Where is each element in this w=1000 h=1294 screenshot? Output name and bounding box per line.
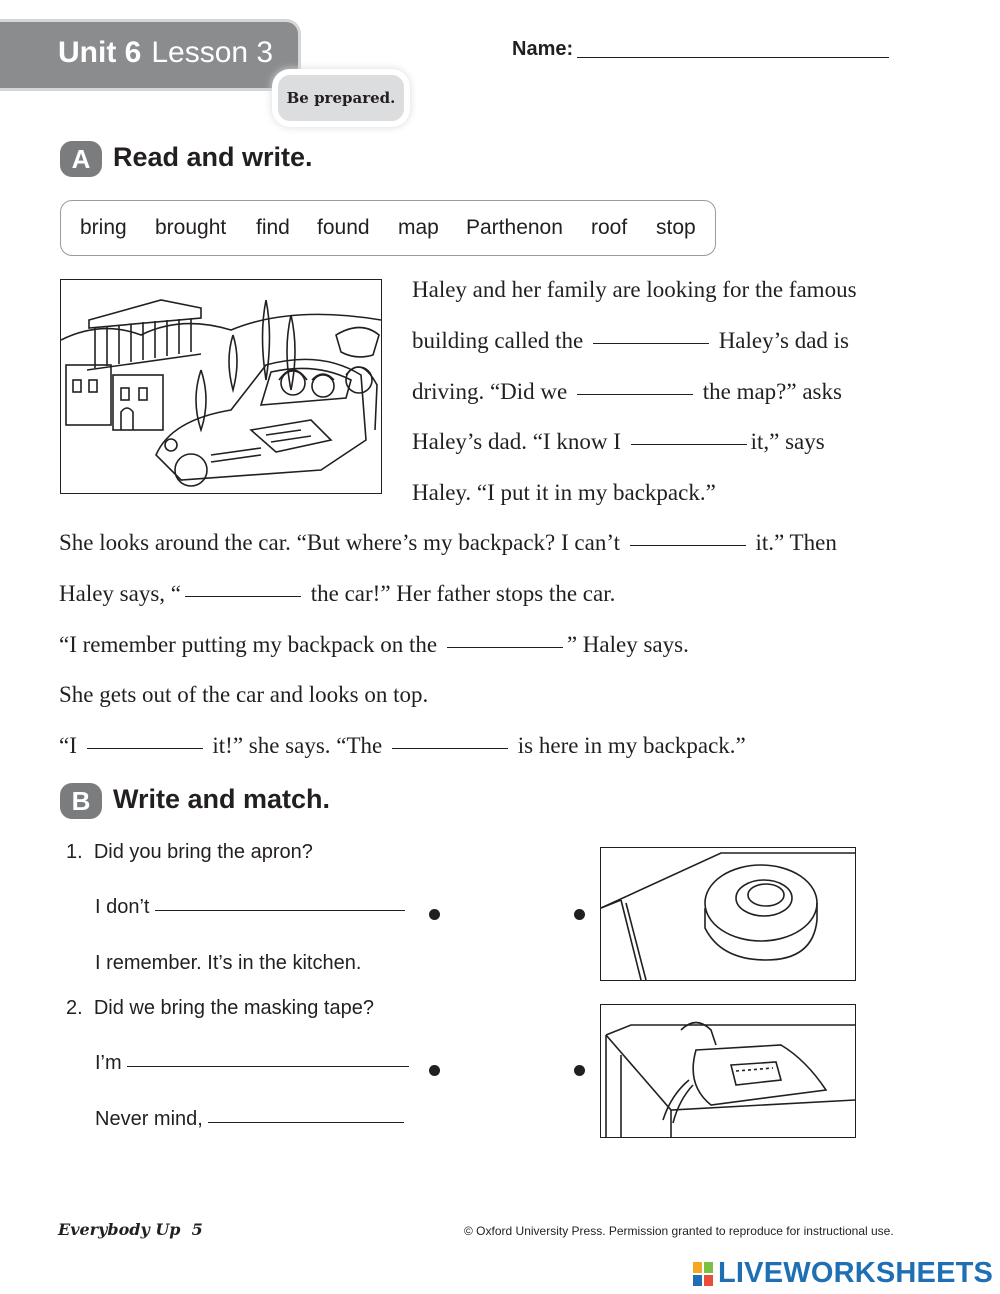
question-2: 2. Did we bring the masking tape?: [66, 997, 374, 1019]
story-line: Haley. “I put it in my backpack.”: [412, 480, 716, 505]
match-dot-left[interactable]: [429, 1065, 440, 1076]
story-line: Haley says, “ the car!” Her father stops the car.: [59, 581, 616, 606]
section-a-title: Read and write.: [113, 142, 313, 172]
liveworksheets-logo[interactable]: [693, 1257, 993, 1290]
answer-blank[interactable]: [631, 444, 747, 445]
match-dot-left[interactable]: [429, 909, 440, 920]
answer-2b: Never mind,: [95, 1108, 404, 1131]
word-bank-item: stop: [656, 216, 696, 239]
question-number: 2.: [66, 997, 83, 1019]
question-number: 1.: [66, 841, 83, 863]
answer-blank[interactable]: [447, 647, 563, 648]
answer-input-line[interactable]: [155, 910, 405, 911]
word-bank-item: roof: [591, 216, 628, 239]
lesson-label: Lesson 3: [151, 36, 274, 69]
answer-blank[interactable]: [392, 748, 508, 749]
story-line: building called the Haley’s dad is: [412, 328, 849, 353]
story-line: Haley and her family are looking for the famous: [412, 277, 857, 302]
unit-label: Unit 6: [58, 36, 142, 69]
word-bank-item: found: [317, 216, 370, 239]
match-dot-right[interactable]: [574, 909, 585, 920]
copyright-notice: © Oxford University Press. Permission granted to reproduce for instructional use.: [464, 1224, 894, 1238]
story-line: driving. “Did we the map?” asks: [412, 379, 842, 404]
apron-illustration: [600, 1004, 856, 1138]
match-dot-right[interactable]: [574, 1065, 585, 1076]
answer-blank[interactable]: [630, 545, 746, 546]
section-b-badge: B: [60, 783, 102, 819]
unit-lesson-title: [58, 36, 273, 70]
section-a-badge: A: [60, 141, 102, 177]
family-car-parthenon-illustration: [60, 279, 382, 494]
answer-1b: I remember. It’s in the kitchen.: [95, 952, 362, 974]
question-1: 1. Did you bring the apron?: [66, 841, 313, 863]
word-bank-item: Parthenon: [466, 216, 563, 239]
name-input-line[interactable]: [577, 57, 889, 58]
story-line: Haley’s dad. “I know I it,” says: [412, 429, 825, 454]
be-prepared-badge: Be prepared.: [278, 75, 404, 121]
name-label: Name:: [512, 38, 574, 60]
book-footer: Everybody Up 5: [58, 1220, 203, 1239]
section-b-title: Write and match.: [113, 784, 331, 814]
answer-2a: I’m: [95, 1052, 409, 1075]
answer-blank[interactable]: [185, 596, 301, 597]
story-line: She gets out of the car and looks on top.: [59, 682, 429, 707]
word-bank-item: bring: [80, 216, 127, 239]
masking-tape-illustration: [600, 847, 856, 981]
logo-grid-icon: [693, 1262, 713, 1286]
answer-blank[interactable]: [577, 394, 693, 395]
story-line: “I it!” she says. “The is here in my backpack.”: [59, 733, 746, 758]
answer-blank[interactable]: [593, 343, 709, 344]
answer-blank[interactable]: [87, 748, 203, 749]
word-bank-item: map: [398, 216, 439, 239]
logo-text: LIVEWORKSHEETS: [718, 1257, 994, 1289]
word-bank-item: brought: [155, 216, 227, 239]
answer-input-line[interactable]: [127, 1066, 409, 1067]
story-line: “I remember putting my backpack on the ” Haley says.: [59, 632, 689, 657]
answer-input-line[interactable]: [208, 1122, 404, 1123]
story-line: She looks around the car. “But where’s my backpack? I can’t it.” Then: [59, 530, 837, 555]
answer-1a: I don’t: [95, 896, 405, 919]
word-bank-item: find: [256, 216, 290, 239]
